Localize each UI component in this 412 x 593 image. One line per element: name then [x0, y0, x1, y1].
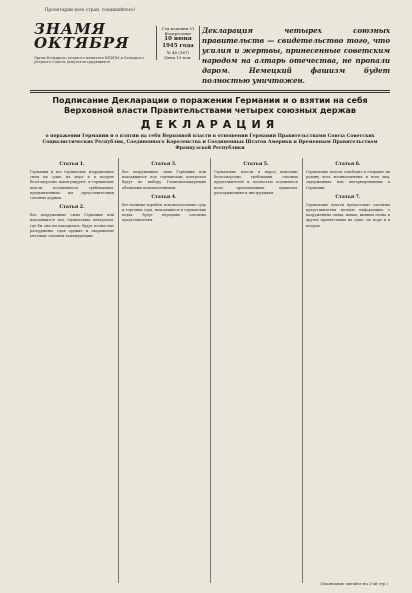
lead-statement: Декларация четырех союзных правительств — свидетельство того, что усилия и жертвы, принесенные советским народом на алтарь отечества, не пропали даром. Немецкий фашизм будет полностью уничтожен. [202, 26, 390, 85]
article-text: Все военные корабли, вспомогательные суда и торговые суда, находящиеся в германских водах, будут переданы союзным представителям. [122, 202, 206, 223]
article-text: Германские власти и народ выполнят безоговорочно требования союзных представителей и полностью подчинятся всем прокламациям, приказам, распоряжениям и инструкциям. [214, 170, 298, 195]
article-heading: Статья 5. [243, 162, 269, 167]
article-text: Германия и все германские вооруженные силы на суше, на море и в воздухе безоговорочно капитулируют, и германские власти подчиняются требованиям, предъявленным им представителями союзных держав. [30, 170, 114, 201]
article-heading: Статья 1. [59, 162, 85, 167]
column-4 [306, 158, 390, 583]
column-2 [122, 158, 206, 583]
issue-year: Год издания VI [161, 26, 195, 31]
column-divider [118, 158, 119, 583]
slogan: Пролетарии всех стран, соединяйтесь! [44, 8, 136, 13]
publisher-line: Орган Бельцкого уездного комитета КП(б)М и Бельцкого уездного Совета депутатов трудящихся [34, 56, 144, 65]
article-text: Германские власти предоставят союзным представителям полную информацию о вооруженных силах, минах, минных полях и других препятствиях на суше, на море и в воздухе. [306, 202, 390, 228]
article-text: Все вооруженные силы Германии или находящиеся под германским контролем, где бы они ни находились, будут полностью разоружены, сдав оружие и снаряжение местным союзным командующим. [30, 213, 114, 239]
article-heading: Статья 6. [335, 162, 361, 167]
logo-line-1: ЗНАМЯ [34, 20, 107, 38]
column-divider [302, 158, 303, 583]
article-text: Все вооруженные силы Германии или находящиеся под германским контролем будут по выбору Главнокомандующих объявлены военнопленными. [122, 170, 206, 190]
declaration-preamble: о поражении Германии и о взятии на себя Верховной власти в отношении Германии Правительствами Союза Советских Социалистических Республик, Соединенного Королевства и Соединенных Штатов Америки и Временным Правительством Французской Республики [42, 134, 378, 151]
issue-info [156, 26, 200, 60]
column-divider [210, 158, 211, 583]
article-text: Германские власти освободят и отправят на родину всех военнопленных и всех лиц, задержанных или интернированных в Германии. [306, 170, 390, 190]
article-heading: Статья 2. [59, 205, 85, 211]
continuation-note: (Окончание читайте на 2-ой стр.) [320, 581, 388, 586]
issue-number: № 48 (167) [166, 50, 190, 55]
logo-line-2: ОКТЯБРЯ [34, 34, 130, 52]
top-rule [30, 90, 390, 91]
top-rule-2 [30, 92, 390, 93]
article-heading: Статья 7. [335, 194, 361, 200]
column-3 [214, 158, 298, 583]
article-heading: Статья 3. [151, 162, 177, 167]
issue-price: Цена 15 коп. [164, 55, 192, 60]
declaration-title: ДЕКЛАРАЦИЯ [140, 118, 280, 131]
column-1 [30, 158, 114, 583]
issue-weekday: Воскресенье [164, 31, 192, 36]
page-headline: Подписание Декларации о поражении Германии и о взятии на себя Верховной власти Правительствами четырех союзных держав [52, 96, 368, 115]
article-heading: Статья 4. [151, 194, 177, 200]
newspaper-logo [34, 22, 129, 50]
issue-date: 10 июня 1945 года [162, 36, 194, 49]
masthead [30, 8, 390, 88]
